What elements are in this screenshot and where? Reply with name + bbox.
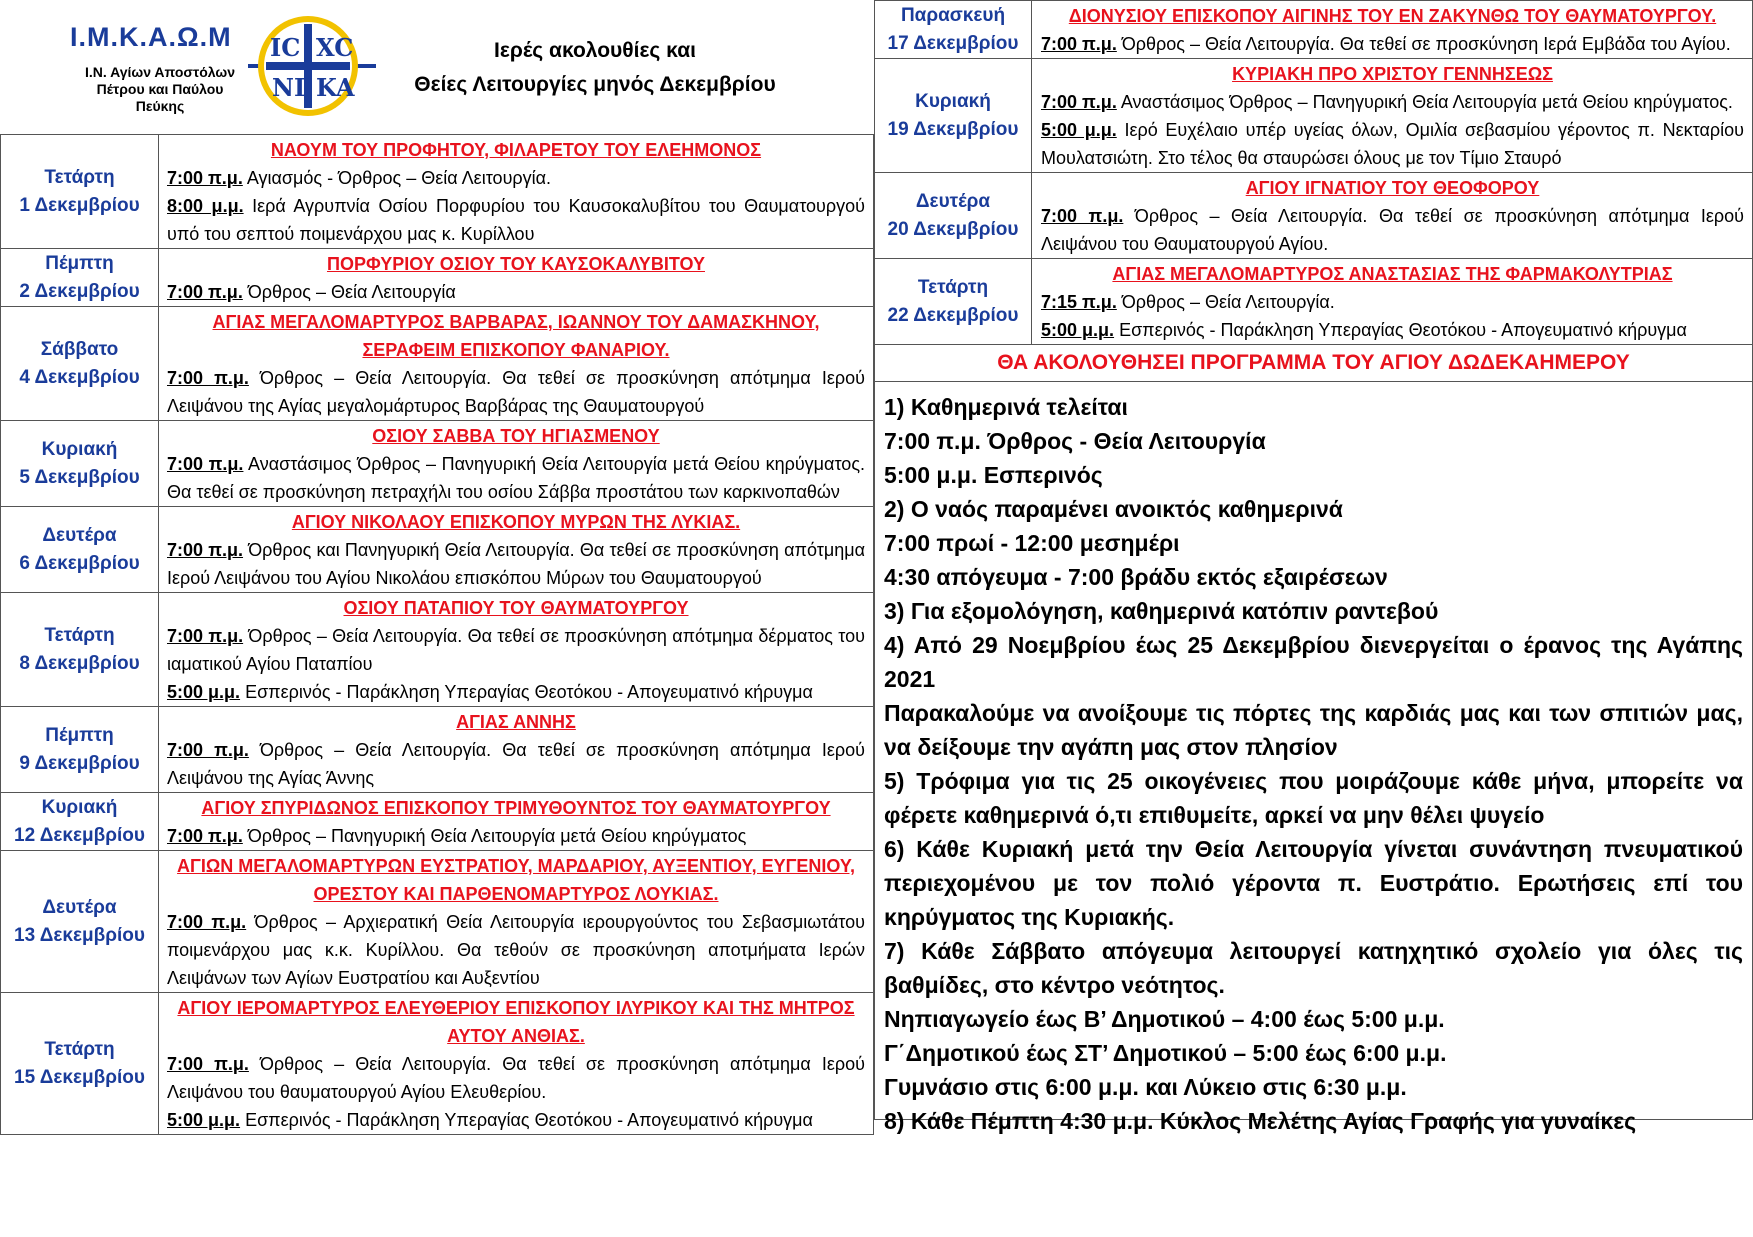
weekday: Τετάρτη [44,1038,115,1060]
service-cell [159,851,874,993]
service-time: 7:00 π.μ. [167,740,249,760]
service-line [167,278,865,306]
day-cell [875,173,1032,259]
date: 5 Δεκεμβρίου [19,466,140,488]
day-cell [1,307,159,421]
service-text: Όρθρος – Θεία Λειτουργία. Θα τεθεί σε προσκύνηση απότμημα Ιερού Λειψάνου του θαυματουργού Αγίου Ελευθερίου. [167,1054,865,1102]
service-list [167,536,865,592]
service-cell [159,249,874,307]
service-text: Αναστάσιμος Όρθρος – Πανηγυρική Θεία Λειτουργία μετά Θείου κηρύγματος. Θα τεθεί σε προσκύνηση πετραχήλι του οσίου Σάββα προστάτου των καρκινοπαθών [167,454,865,502]
day-cell [1,135,159,249]
service-line [167,364,865,420]
schedule-row [1,507,874,593]
service-text: Ιερό Ευχέλαιο υπέρ υγείας όλων, Ομιλία σεβασμίου γέροντος π. Νεκταρίου Μουλατσιώτη. Στο τέλος θα σταυρώσει όλους με τον Τίμιο Σταυρό [1041,120,1744,168]
weekday: Πέμπτη [45,724,114,746]
service-cell [159,793,874,851]
service-cell [159,135,874,249]
parish-line-1: Ι.Ν. Αγίων Αποστόλων [85,64,235,80]
date: 12 Δεκεμβρίου [14,824,145,846]
announcements [874,382,1753,1134]
service-list [167,364,865,420]
feast-title: ΑΓΙΟΥ ΝΙΚΟΛΑΟΥ ΕΠΙΣΚΟΠΟΥ ΜΥΡΩΝ ΤΗΣ ΛΥΚΙΑΣ. [291,512,741,532]
date: 20 Δεκεμβρίου [887,218,1019,240]
service-cell [1032,59,1753,173]
feast-title: ΔΙΟΝΥΣΙΟΥ ΕΠΙΣΚΟΠΟΥ ΑΙΓΙΝΗΣ ΤΟΥ ΕΝ ΖΑΚΥΝΘΩ ΤΟΥ ΘΑΥΜΑΤΟΥΡΓΟΥ. [1068,6,1717,26]
service-cell [159,507,874,593]
service-line [167,450,865,506]
day-cell [1,793,159,851]
service-line [1041,316,1744,344]
service-cell [1032,1,1753,59]
date: 15 Δεκεμβρίου [14,1066,145,1088]
icxc-nika-emblem-icon [248,8,378,126]
day-cell [1,851,159,993]
schedule-table-right [874,0,1753,345]
date: 19 Δεκεμβρίου [887,118,1019,140]
date: 1 Δεκεμβρίου [19,194,140,216]
service-text: Εσπερινός - Παράκληση Υπεραγίας Θεοτόκου - Απογευματινό κήρυγμα [240,1110,813,1130]
service-line [167,736,865,792]
feast-title: ΟΣΙΟΥ ΠΑΤΑΠΙΟΥ ΤΟΥ ΘΑΥΜΑΤΟΥΡΓΟΥ [343,598,689,618]
service-cell [159,707,874,793]
schedule-row [1,249,874,307]
service-list [167,622,865,706]
service-time: 5:00 μ.μ. [167,1110,241,1130]
date: 4 Δεκεμβρίου [19,366,140,388]
service-line [167,908,865,992]
service-cell [159,307,874,421]
schedule-row [1,793,874,851]
weekday: Σάββατο [40,338,119,360]
day-cell [875,59,1032,173]
service-time: 7:00 π.μ. [1041,92,1117,112]
service-time: 7:00 π.μ. [167,368,249,388]
feast-title: ΑΓΙΟΥ ΣΠΥΡΙΔΩΝΟΣ ΕΠΙΣΚΟΠΟΥ ΤΡΙΜΥΘΟΥΝΤΟΣ ΤΟΥ ΘΑΥΜΑΤΟΥΡΓΟΥ [201,798,831,818]
service-time: 7:00 π.μ. [167,540,244,560]
date: 22 Δεκεμβρίου [887,304,1019,326]
announcement-line: 8) Κάθε Πέμπτη 4:30 μ.μ. Κύκλος Μελέτης Αγίας Γραφής για γυναίκες [884,1108,1637,1134]
announcement-line: 7) Κάθε Σάββατο απόγευμα λειτουργεί κατηχητικό σχολείο για όλες τις βαθμίδες, στο κέντρο νεότητος. [884,938,1743,998]
date: 6 Δεκεμβρίου [19,552,140,574]
service-cell [1032,259,1753,345]
weekday: Πέμπτη [45,252,114,274]
schedule-table-left [0,134,874,1135]
service-text: Εσπερινός - Παράκληση Υπεραγίας Θεοτόκου - Απογευματινό κήρυγμα [1114,320,1687,340]
schedule-row [1,421,874,507]
service-list [1041,288,1744,344]
day-cell [1,593,159,707]
service-time: 7:00 π.μ. [167,826,243,846]
service-line [1041,30,1744,58]
service-cell [159,593,874,707]
service-list [1041,30,1744,58]
schedule-row [875,59,1753,173]
service-text: Όρθρος – Θεία Λειτουργία. Θα τεθεί σε προσκύνηση απότμημα Ιερού Λειψάνου της Αγίας Άννης [167,740,865,788]
weekday: Κυριακή [915,90,991,112]
service-line [167,678,865,706]
announcement-line: 7:00 π.μ. Όρθρος - Θεία Λειτουργία [884,428,1266,454]
parish-line-3: Πεύκης [135,98,185,114]
weekday: Δευτέρα [915,190,991,212]
parish-logo [0,0,390,134]
schedule-row [875,173,1753,259]
date: 13 Δεκεμβρίου [14,924,145,946]
feast-title: ΑΓΙΟΥ ΙΕΡΟΜΑΡΤΥΡΟΣ ΕΛΕΥΘΕΡΙΟΥ ΕΠΙΣΚΟΠΟΥ ΙΛΥΡΙΚΟΥ ΚΑΙ ΤΗΣ ΜΗΤΡΟΣ ΑΥΤΟΥ ΑΝΘΙΑΣ. [177,998,855,1046]
title-line-1: Ιερές ακολουθίες και [494,39,696,62]
feast-title: ΑΓΙΑΣ ΜΕΓΑΛΟΜΑΡΤΥΡΟΣ ΑΝΑΣΤΑΣΙΑΣ ΤΗΣ ΦΑΡΜΑΚΟΛΥΤΡΙΑΣ [1112,264,1673,284]
service-text: Όρθρος – Αρχιερατική Θεία Λειτουργία ιερουργούντος του Σεβασμιωτάτου ποιμενάρχου μας κ.κ. Κυρίλλου. Θα τεθούν σε προσκύνηση αποτμήματα Ιερών Λειψάνων των Αγίων Ευστρατίου και Αυξεντίου [167,912,865,988]
service-list [167,908,865,992]
service-text: Όρθρος – Θεία Λειτουργία. Θα τεθεί σε προσκύνηση απότμημα Ιερού Λειψάνου της Αγίας μεγαλομάρτυρος Βαρβάρας της Θαυματουργού [167,368,865,416]
service-line [167,1050,865,1106]
service-line [167,822,865,850]
service-list [167,1050,865,1134]
service-line [1041,288,1744,316]
service-time: 8:00 μ.μ. [167,196,244,216]
service-time: 7:00 π.μ. [167,626,244,646]
feast-title: ΑΓΙΟΥ ΙΓΝΑΤΙΟΥ ΤΟΥ ΘΕΟΦΟΡΟΥ [1245,178,1540,198]
schedule-row [1,307,874,421]
header [0,0,874,134]
schedule-row [1,135,874,249]
feast-title: ΑΓΙΑΣ ΑΝΝΗΣ [456,712,576,732]
service-line [1041,202,1744,258]
announcement-line: 1) Καθημερινά τελείται [884,394,1128,420]
service-time: 7:00 π.μ. [167,168,243,188]
service-cell [159,993,874,1135]
weekday: Δευτέρα [42,524,117,546]
service-time: 7:00 π.μ. [167,912,247,932]
feast-title: ΠΟΡΦΥΡΙΟΥ ΟΣΙΟΥ ΤΟΥ ΚΑΥΣΟΚΑΛΥΒΙΤΟΥ [326,254,705,274]
service-time: 7:00 π.μ. [167,1054,249,1074]
service-time: 7:15 π.μ. [1041,292,1117,312]
schedule-rows-right [875,1,1753,345]
schedule-row [1,707,874,793]
day-cell [1,421,159,507]
service-text: Ιερά Αγρυπνία Οσίου Πορφυρίου του Καυσοκαλυβίτου του Θαυματουργού υπό του σεπτού ποιμενάρχου μας κ. Κυρίλλου [167,196,865,244]
weekday: Κυριακή [41,438,118,460]
weekday: Δευτέρα [42,896,117,918]
service-time: 7:00 π.μ. [167,454,244,474]
feast-title: ΟΣΙΟΥ ΣΑΒΒΑ ΤΟΥ ΗΓΙΑΣΜΕΝΟΥ [372,426,660,446]
emblem-ic: IC [270,33,301,62]
announcement-line: Γυμνάσιο στις 6:00 μ.μ. και Λύκειο στις 6:30 μ.μ. [884,1074,1407,1100]
service-line [167,164,865,192]
service-list [167,278,865,306]
announcement-line: 4) Από 29 Νοεμβρίου έως 25 Δεκεμβρίου διενεργείται ο έρανος της Αγάπης 2021 [884,632,1743,692]
day-cell [875,259,1032,345]
service-text: Όρθρος – Πανηγυρική Θεία Λειτουργία μετά Θείου κηρύγματος [242,826,747,846]
day-cell [1,249,159,307]
service-list [167,822,865,850]
emblem-xc: XC [316,33,354,62]
service-time: 5:00 μ.μ. [1041,320,1115,340]
service-time: 7:00 π.μ. [1041,206,1124,226]
service-line [167,536,865,592]
feast-title: ΝΑΟΥΜ ΤΟΥ ΠΡΟΦΗΤΟΥ, ΦΙΛΑΡΕΤΟΥ ΤΟΥ ΕΛΕΗΜΟΝΟΣ [270,140,762,160]
service-text: Όρθρος – Θεία Λειτουργία [242,282,456,302]
service-time: 7:00 π.μ. [167,282,243,302]
day-cell [1,707,159,793]
day-cell [875,1,1032,59]
document-title [395,34,795,102]
service-list [1041,202,1744,258]
date: 2 Δεκεμβρίου [19,280,140,302]
announcement-line: 2) Ο ναός παραμένει ανοικτός καθημερινά [884,496,1343,522]
schedule-row [1,593,874,707]
feast-title: ΑΓΙΩΝ ΜΕΓΑΛΟΜΑΡΤΥΡΩΝ ΕΥΣΤΡΑΤΙΟΥ, ΜΑΡΔΑΡΙΟΥ, ΑΥΞΕΝΤΙΟΥ, ΕΥΓΕΝΙΟΥ, ΟΡΕΣΤΟΥ ΚΑΙ ΠΑΡΘΕΝΟΜΑΡΤΥΡΟΣ ΛΟΥΚΙΑΣ. [177,856,855,904]
service-list [167,450,865,506]
date: 17 Δεκεμβρίου [887,32,1019,54]
announcement-line: Νηπιαγωγείο έως Β’ Δημοτικού – 4:00 έως 5:00 μ.μ. [884,1006,1445,1032]
announcement-line: 5:00 μ.μ. Εσπερινός [884,462,1103,488]
announcement-line: 7:00 πρωί - 12:00 μεσημέρι [884,530,1180,556]
schedule-rows-left [1,135,874,1135]
schedule-row [875,1,1753,59]
date: 8 Δεκεμβρίου [19,652,140,674]
parish-line-2: Πέτρου και Παύλου [96,81,224,97]
announcement-line: 3) Για εξομολόγηση, καθημερινά κατόπιν ραντεβού [884,598,1439,624]
emblem-ka: KA [316,73,355,102]
feast-title: ΚΥΡΙΑΚΗ ΠΡΟ ΧΡΙΣΤΟΥ ΓΕΝΝΗΣΕΩΣ [1232,64,1553,84]
service-text: Όρθρος – Θεία Λειτουργία. [1116,292,1335,312]
day-cell [1,507,159,593]
schedule-row [1,993,874,1135]
service-line [1041,88,1744,116]
service-text: Αναστάσιμος Όρθρος – Πανηγυρική Θεία Λειτουργία μετά Θείου κηρύγματος. [1116,92,1733,112]
service-text: Όρθρος και Πανηγυρική Θεία Λειτουργία. Θα τεθεί σε προσκύνηση απότμημα Ιερού Λειψάνου του Αγίου Νικολάου επισκόπου Μύρων του Θαυματουργού [167,540,865,588]
weekday: Τετάρτη [44,624,115,646]
service-line [167,622,865,678]
service-time: 7:00 π.μ. [1041,34,1117,54]
announcement-line: 6) Κάθε Κυριακή μετά την Θεία Λειτουργία γίνεται συνάντηση πνευματικού περιεχομένου με τον πολιό γέροντα π. Ευστράτιο. Ερωτήσεις επί του κηρύγματος της Κυριακής. [884,836,1743,930]
service-line [1041,116,1744,172]
date: 9 Δεκεμβρίου [19,752,140,774]
day-cell [1,993,159,1135]
service-list [1041,88,1744,172]
service-list [167,736,865,792]
service-time: 5:00 μ.μ. [167,682,241,702]
title-line-2: Θείες Λειτουργίες μηνός Δεκεμβρίου [414,73,776,96]
service-line [167,192,865,248]
announcement-line: 5) Τρόφιμα για τις 25 οικογένειες που μοιράζουμε κάθε μήνα, μπορείτε να φέρετε καθημερινά ό,τι επιθυμείτε, αρκεί να μην θέλει ψυγείο [884,768,1743,828]
right-column [874,0,1753,1237]
dodecameron-heading: ΘΑ ΑΚΟΛΟΥΘΗΣΕΙ ΠΡΟΓΡΑΜΜΑ ΤΟΥ ΑΓΙΟΥ ΔΩΔΕΚΑΗΜΕΡΟΥ [874,345,1753,382]
service-text: Όρθρος – Θεία Λειτουργία. Θα τεθεί σε προσκύνηση απότμημα δέρματος του ιαματικού Αγίου Παταπίου [167,626,865,674]
weekday: Τετάρτη [44,166,115,188]
announcement-line: Γ΄Δημοτικού έως ΣΤ’ Δημοτικού – 5:00 έως 6:00 μ.μ. [884,1040,1447,1066]
emblem-ni: NI [272,73,306,102]
announcement-line: Παρακαλούμε να ανοίξουμε τις πόρτες της καρδιάς μας και των σπιτιών μας, να δείξουμε την αγάπη μας στον πλησίον [884,700,1743,760]
feast-title: ΑΓΙΑΣ ΜΕΓΑΛΟΜΑΡΤΥΡΟΣ ΒΑΡΒΑΡΑΣ, ΙΩΑΝΝΟΥ ΤΟΥ ΔΑΜΑΣΚΗΝΟΥ, ΣΕΡΑΦΕΙΜ ΕΠΙΣΚΟΠΟΥ ΦΑΝΑΡΙΟΥ. [212,312,820,360]
service-time: 5:00 μ.μ. [1041,120,1117,140]
weekday: Τετάρτη [917,276,989,298]
service-text: Αγιασμός - Όρθρος – Θεία Λειτουργία. [242,168,552,188]
service-text: Εσπερινός - Παράκληση Υπεραγίας Θεοτόκου - Απογευματινό κήρυγμα [240,682,813,702]
service-text: Όρθρος – Θεία Λειτουργία. Θα τεθεί σε προσκύνηση απότμημα Ιερού Λειψάνου του Θαυματουργού Αγίου. [1041,206,1744,254]
left-column [0,0,874,1237]
service-cell [159,421,874,507]
service-line [167,1106,865,1134]
schedule-row [1,851,874,993]
service-cell [1032,173,1753,259]
weekday: Κυριακή [41,796,118,818]
brand-name: Ι.Μ.Κ.Α.Ω.Μ [70,22,232,52]
announcement-line: 4:30 απόγευμα - 7:00 βράδυ εκτός εξαιρέσεων [884,564,1388,590]
weekday: Παρασκευή [900,4,1006,26]
service-list [167,164,865,248]
schedule-row [875,259,1753,345]
service-text: Όρθρος – Θεία Λειτουργία. Θα τεθεί σε προσκύνηση Ιερά Εμβάδα του Αγίου. [1116,34,1731,54]
